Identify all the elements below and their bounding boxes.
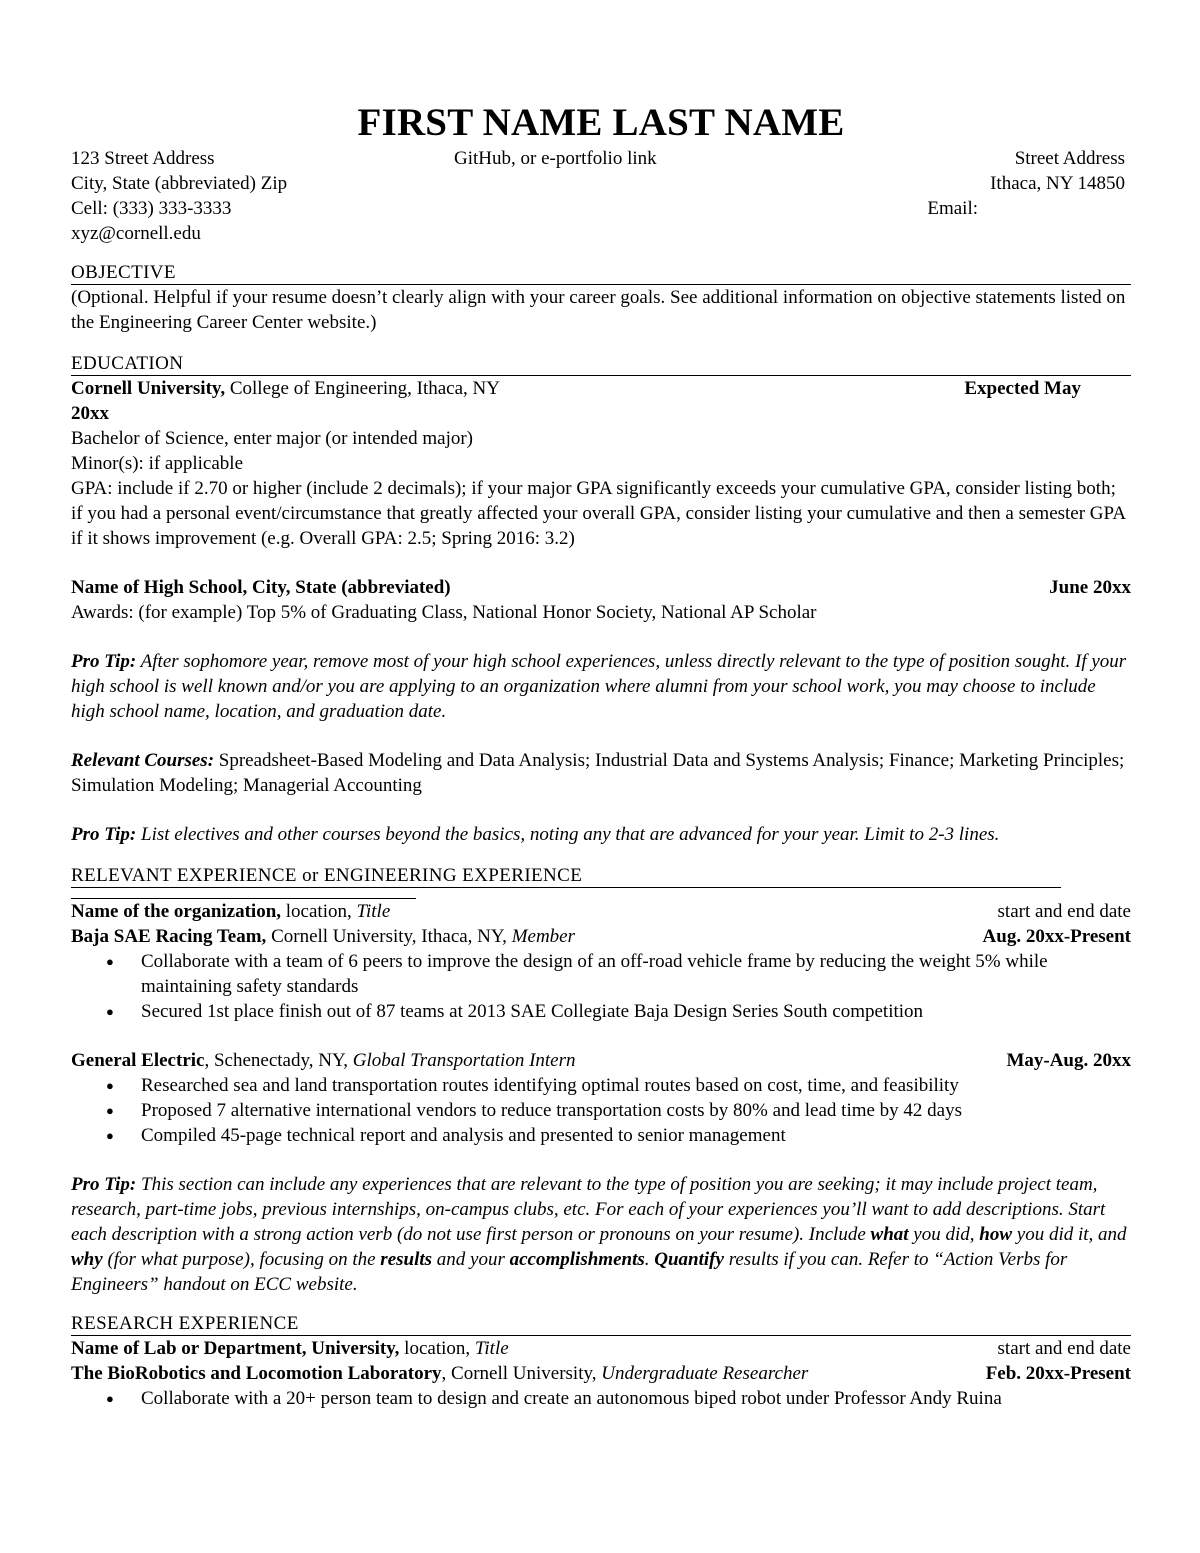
pro-tip-accomplishments: accomplishments xyxy=(509,1249,645,1270)
template-location: location, xyxy=(399,1338,475,1359)
pro-tip-why: why xyxy=(71,1249,103,1270)
highschool-awards: Awards: (for example) Top 5% of Graduating Class, National Honor Society, National AP Scholar xyxy=(71,602,817,623)
spacer xyxy=(71,625,1131,649)
ge-row xyxy=(71,1048,1131,1073)
research-template-date: start and end date xyxy=(997,1338,1131,1359)
research-heading: RESEARCH EXPERIENCE xyxy=(71,1313,1131,1336)
ge-date: May-Aug. 20xx xyxy=(1006,1050,1131,1071)
pro-tip-courses xyxy=(71,822,1131,847)
experience-template-org xyxy=(71,899,390,924)
pro-tip-text: results if you can. Refer to “Action Verbs for Engineers” handout on ECC website. xyxy=(71,1249,1068,1295)
template-location: location, xyxy=(281,901,357,922)
cornell-date: Expected May xyxy=(964,378,1081,399)
contact-block xyxy=(71,146,1131,246)
template-title: Title xyxy=(474,1338,509,1359)
cornell-row xyxy=(71,376,1131,401)
pro-tip-text: you did, xyxy=(908,1224,980,1245)
pro-tip-text: (for what purpose), focusing on the xyxy=(102,1249,381,1270)
pro-tip-label: Pro Tip: xyxy=(71,651,137,672)
candidate-name: FIRST NAME LAST NAME xyxy=(357,101,845,144)
pro-tip-results: results xyxy=(380,1249,433,1270)
pro-tip-what: what xyxy=(870,1224,909,1245)
template-title: Title xyxy=(356,901,391,922)
research-template-org xyxy=(71,1336,509,1361)
bullet-item: ● Secured 1st place finish out of 87 teams at 2013 SAE Collegiate Baja Design Series South competition xyxy=(141,999,1131,1024)
baja-title: Member xyxy=(511,926,575,947)
resume-page xyxy=(71,100,1131,1411)
cell-phone: Cell: (333) 333-3333 xyxy=(71,198,232,219)
baja-name: Baja SAE Racing Team, xyxy=(71,926,267,947)
pro-tip-text: you did it, and xyxy=(1012,1224,1127,1245)
contact-right xyxy=(927,146,1125,221)
pro-tip-text: . xyxy=(644,1249,655,1270)
pro-tip-text: and your xyxy=(432,1249,510,1270)
spacer xyxy=(71,798,1131,822)
minor: Minor(s): if applicable xyxy=(71,453,244,474)
pro-tip-experience xyxy=(71,1172,1131,1297)
email-address: xyz@cornell.edu xyxy=(71,223,201,244)
lab-location: , Cornell University, xyxy=(441,1363,602,1384)
pro-tip-text: List electives and other courses beyond the basics, noting any that are advanced for your year. Limit to 2-3 lines. xyxy=(136,824,1000,845)
experience-heading: RELEVANT EXPERIENCE or ENGINEERING EXPERIENCE xyxy=(71,865,1061,888)
pro-tip-text: After sophomore year, remove most of your high school experiences, unless directly relevant to the type of position sought. If your high school is well known and/or you are applying to an organization where alumni from your school work, you may choose to include high school name, location, and graduation date. xyxy=(71,651,1127,722)
cornell-name: Cornell University, xyxy=(71,378,226,399)
baja-location: Cornell University, Ithaca, NY, xyxy=(266,926,512,947)
experience-template-date: start and end date xyxy=(997,901,1131,922)
bullet-item: ● Proposed 7 alternative international vendors to reduce transportation costs by 80% and lead time by 42 days xyxy=(141,1098,1131,1123)
contact-center xyxy=(454,146,657,171)
objective-heading: OBJECTIVE xyxy=(71,262,1131,285)
objective-text: (Optional. Helpful if your resume doesn’t clearly align with your career goals. See additional information on objective statements listed on the Engineering Career Center website.) xyxy=(71,287,1126,333)
portfolio-link: GitHub, or e-portfolio link xyxy=(454,148,657,169)
bullet-item: ● Collaborate with a 20+ person team to design and create an autonomous biped robot under Professor Andy Ruina xyxy=(141,1386,1131,1411)
gpa: GPA: include if 2.70 or higher (include 2 decimals); if your major GPA significantly exceeds your cumulative GPA, consider listing both; if you had a personal event/circumstance that greatly affected your overall GPA, consider listing your cumulative and then a semester GPA if it shows improvement (e.g. Overall GPA: 2.5; Spring 2016: 3.2) xyxy=(71,478,1126,549)
lab-row xyxy=(71,1361,1131,1386)
ge-location: , Schenectady, NY, xyxy=(204,1050,353,1071)
pro-tip-text: This section can include any experiences that are relevant to the type of position you are seeking; it may include project team, research, part-time jobs, previous internships, on-campus clubs, etc. For each of your experiences you’ll want to add descriptions. Start each description with a strong action verb (do not use first person or pronouns on your resume). Include xyxy=(71,1174,1106,1245)
ge-name: General Electric xyxy=(71,1050,205,1071)
campus-street-address: Street Address xyxy=(1014,148,1125,169)
bullet-item: ● Compiled 45-page technical report and analysis and presented to senior management xyxy=(141,1123,1131,1148)
spacer xyxy=(71,551,1131,575)
campus-city-state-zip: Ithaca, NY 14850 xyxy=(990,173,1125,194)
pro-tip-label: Pro Tip: xyxy=(71,824,137,845)
pro-tip-how: how xyxy=(979,1224,1013,1245)
city-state-zip: City, State (abbreviated) Zip xyxy=(71,173,288,194)
relevant-courses-label: Relevant Courses: xyxy=(71,750,215,771)
ge-bullets xyxy=(71,1073,1131,1148)
spacer xyxy=(71,1024,1131,1048)
bullet-item: ● Researched sea and land transportation routes identifying optimal routes based on cost, time, and feasibility xyxy=(141,1073,1131,1098)
ge-title: Global Transportation Intern xyxy=(352,1050,576,1071)
spacer xyxy=(71,1148,1131,1172)
ge-org xyxy=(71,1048,576,1073)
lab-org xyxy=(71,1361,808,1386)
cornell-date-year: 20xx xyxy=(71,403,109,424)
highschool-date: June 20xx xyxy=(1049,577,1131,598)
degree: Bachelor of Science, enter major (or intended major) xyxy=(71,428,473,449)
baja-row xyxy=(71,924,1131,949)
baja-date: Aug. 20xx-Present xyxy=(982,926,1131,947)
street-address: 123 Street Address xyxy=(71,148,215,169)
campus-email-label: Email: xyxy=(927,198,978,219)
spacer xyxy=(71,724,1131,748)
template-org-name: Name of Lab or Department, University, xyxy=(71,1338,400,1359)
template-org-name: Name of the organization, xyxy=(71,901,282,922)
lab-date: Feb. 20xx-Present xyxy=(985,1363,1131,1384)
education-heading: EDUCATION xyxy=(71,353,1131,376)
pro-tip-quantify: Quantify xyxy=(654,1249,724,1270)
lab-name: The BioRobotics and Locomotion Laboratory xyxy=(71,1363,442,1384)
research-template-row xyxy=(71,1336,1131,1361)
lab-bullets xyxy=(71,1386,1131,1411)
highschool-row xyxy=(71,575,1131,600)
bullet-item: ● Collaborate with a team of 6 peers to improve the design of an off-road vehicle frame by reducing the weight 5% while maintaining safety standards xyxy=(141,949,1131,999)
cornell-school xyxy=(71,376,500,401)
baja-bullets xyxy=(71,949,1131,1024)
experience-template-row xyxy=(71,899,1131,924)
contact-left xyxy=(71,146,287,246)
highschool-name: Name of High School, City, State (abbreviated) xyxy=(71,577,451,598)
pro-tip-highschool xyxy=(71,649,1131,724)
relevant-courses-text: Spreadsheet-Based Modeling and Data Analysis; Industrial Data and Systems Analysis; Finance; Marketing Principles; Simulation Modeling; Managerial Accounting xyxy=(71,750,1125,796)
cornell-college: College of Engineering, Ithaca, NY xyxy=(225,378,500,399)
pro-tip-label: Pro Tip: xyxy=(71,1174,137,1195)
baja-org xyxy=(71,924,575,949)
relevant-courses xyxy=(71,748,1131,798)
lab-title: Undergraduate Researcher xyxy=(601,1363,809,1384)
